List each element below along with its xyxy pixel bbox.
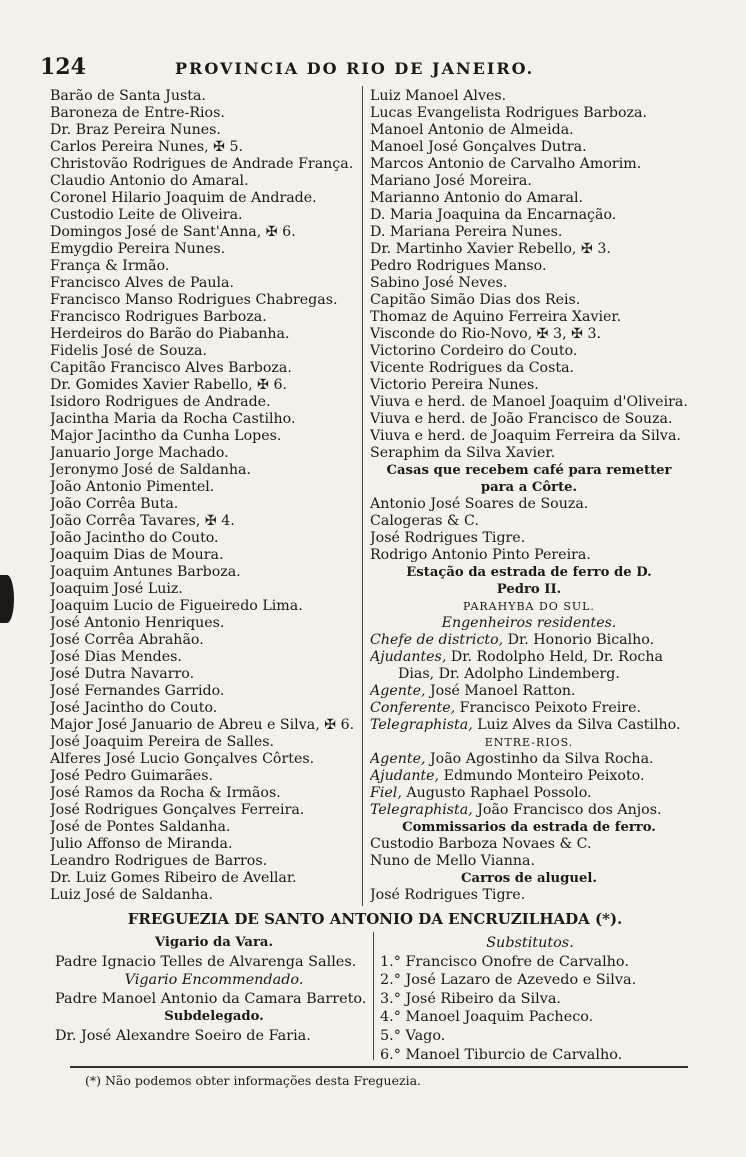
list-item: Pedro Rodrigues Manso.	[370, 258, 547, 274]
person-name: Dr. Rodolpho Held, Dr. Rocha	[446, 649, 663, 665]
agente-entry	[370, 683, 688, 700]
list-item: José Pedro Guimarães.	[50, 768, 213, 784]
list-item: 6.° Manoel Tiburcio de Carvalho.	[380, 1046, 623, 1063]
list-item: Joaquim Dias de Moura.	[50, 547, 224, 563]
person-name: José Manoel Ratton.	[425, 683, 576, 699]
list-item: Joaquim Lucio de Figueiredo Lima.	[50, 598, 303, 614]
cafe-heading: Casas que recebem café para remetter	[386, 463, 672, 478]
list-item: José de Pontes Saldanha.	[50, 819, 231, 835]
list-item: João Jacintho do Couto.	[50, 530, 219, 546]
list-item: 1.° Francisco Onofre de Carvalho.	[380, 953, 629, 970]
list-item: Manoel Antonio de Almeida.	[370, 122, 574, 138]
list-item: 3.° José Ribeiro da Silva.	[380, 990, 562, 1007]
list-item: José Ramos da Rocha & Irmãos.	[50, 785, 281, 801]
list-item: Viuva e herd. de Manoel Joaquim d'Oliveira.	[370, 394, 688, 410]
list-item: Victorio Pereira Nunes.	[370, 377, 539, 393]
list-item: Calogeras & C.	[370, 513, 479, 529]
fiel-er-entry	[370, 785, 688, 802]
list-item: D. Maria Joaquina da Encarnação.	[370, 207, 617, 223]
role-label: Conferente,	[370, 700, 456, 716]
cafe-house-list	[370, 496, 688, 564]
list-item: Dr. Gomides Xavier Rabello, ✠ 6.	[50, 377, 288, 393]
list-item: Francisco Alves de Paula.	[50, 275, 234, 291]
person-name: Luiz Alves da Silva Castilho.	[472, 717, 681, 733]
conferente-entry	[370, 700, 688, 717]
telegraphista-entry	[370, 717, 688, 734]
list-item: 4.° Manoel Joaquim Pacheco.	[380, 1009, 594, 1026]
list-item: Luiz José de Saldanha.	[50, 887, 213, 903]
list-item: Sabino José Neves.	[370, 275, 508, 291]
left-column	[50, 88, 362, 904]
list-item: Major Jacintho da Cunha Lopes.	[50, 428, 282, 444]
list-item: 5.° Vago.	[380, 1027, 446, 1044]
list-item: 2.° José Lazaro de Azevedo e Silva.	[380, 972, 637, 989]
station-heading-cont: Pedro II.	[496, 582, 562, 597]
person-name: Edmundo Monteiro Peixoto.	[439, 768, 645, 784]
role-label: Ajudantes,	[370, 649, 447, 665]
right-name-list	[370, 88, 688, 462]
footnote-rule	[70, 1066, 688, 1068]
vigario-vara-name: Padre Ignacio Telles de Alvarenga Salles.	[55, 953, 357, 970]
list-item: Luiz Manoel Alves.	[370, 88, 507, 104]
person-name: Augusto Raphael Possolo.	[401, 785, 592, 801]
role-label: Agente,	[370, 751, 426, 767]
list-item: Antonio José Soares de Souza.	[370, 496, 589, 512]
list-item: Joaquim José Luiz.	[50, 581, 183, 597]
ink-blot-mark	[0, 575, 14, 623]
list-item: Emygdio Pereira Nunes.	[50, 241, 226, 257]
ajudante-er-entry	[370, 768, 688, 785]
agente-er-entry	[370, 751, 688, 768]
column-divider	[362, 86, 363, 906]
list-item: Custodio Barboza Novaes & C.	[370, 836, 592, 852]
list-item: Francisco Manso Rodrigues Chabregas.	[50, 292, 338, 308]
list-item: Marianno Antonio do Amaral.	[370, 190, 584, 206]
list-item: José Rodrigues Tigre.	[370, 887, 526, 903]
list-item: Visconde do Rio-Novo, ✠ 3, ✠ 3.	[370, 326, 602, 342]
role-label: Ajudante,	[370, 768, 440, 784]
person-name: João Agostinho da Silva Rocha.	[425, 751, 654, 767]
list-item: Marcos Antonio de Carvalho Amorim.	[370, 156, 642, 172]
person-name: Dr. Honorio Bicalho.	[503, 632, 655, 648]
list-item: José Corrêa Abrahão.	[50, 632, 204, 648]
telegraphista-er-entry	[370, 802, 688, 819]
list-item: Jeronymo José de Saldanha.	[50, 462, 251, 478]
list-item: José Rodrigues Gonçalves Ferreira.	[50, 802, 305, 818]
freguezia-officials	[55, 934, 373, 1046]
list-item: Manoel José Gonçalves Dutra.	[370, 139, 587, 155]
list-item: Rodrigo Antonio Pinto Pereira.	[370, 547, 591, 563]
carros-heading: Carros de aluguel.	[461, 871, 597, 886]
subdelegado-heading: Subdelegado.	[164, 1009, 264, 1025]
ajudantes-entry-cont: Dias, Dr. Adolpho Lindemberg.	[398, 666, 620, 682]
list-item: Domingos José de Sant'Anna, ✠ 6.	[50, 224, 296, 240]
list-item: D. Mariana Pereira Nunes.	[370, 224, 563, 240]
vigario-vara-heading: Vigario da Vara.	[154, 935, 274, 950]
list-item: José Dutra Navarro.	[50, 666, 195, 682]
list-item: José Jacintho do Couto.	[50, 700, 218, 716]
vigario-encommendado-heading: Vigario Encommendado.	[124, 972, 304, 989]
list-item: Herdeiros do Barão do Piabanha.	[50, 326, 290, 342]
list-item: João Antonio Pimentel.	[50, 479, 215, 495]
list-item: José Dias Mendes.	[50, 649, 182, 665]
substitutos-heading: Substitutos.	[486, 935, 574, 951]
cafe-heading-cont: para a Côrte.	[480, 480, 578, 495]
page-header	[40, 54, 560, 80]
list-item: Leandro Rodrigues de Barros.	[50, 853, 268, 869]
list-item: Fidelis José de Souza.	[50, 343, 207, 359]
role-label: Telegraphista,	[370, 717, 473, 733]
list-item: José Joaquim Pereira de Salles.	[50, 734, 275, 750]
ajudantes-entry	[370, 649, 688, 666]
list-item: Coronel Hilario Joaquim de Andrade.	[50, 190, 317, 206]
list-item: Baroneza de Entre-Rios.	[50, 105, 225, 121]
list-item: Francisco Rodrigues Barboza.	[50, 309, 267, 325]
list-item: José Antonio Henriques.	[50, 615, 225, 631]
right-column	[370, 88, 688, 904]
freguezia-substitutos	[380, 934, 680, 1064]
role-label: Telegraphista,	[370, 802, 473, 818]
person-name: João Francisco dos Anjos.	[472, 802, 662, 818]
list-item: Dr. Luiz Gomes Ribeiro de Avellar.	[50, 870, 297, 886]
substitutos-list	[380, 953, 680, 1065]
page-number: 124	[40, 54, 86, 80]
list-item: Jacintha Maria da Rocha Castilho.	[50, 411, 296, 427]
station-heading: Estação da estrada de ferro de D.	[406, 565, 652, 580]
subdelegado-name: Dr. José Alexandre Soeiro de Faria.	[55, 1027, 311, 1044]
list-item: Dr. Braz Pereira Nunes.	[50, 122, 221, 138]
list-item: França & Irmão.	[50, 258, 170, 274]
carros-list	[370, 887, 688, 904]
column-divider	[373, 932, 374, 1060]
role-label: Fiel,	[370, 785, 402, 801]
list-item: Nuno de Mello Vianna.	[370, 853, 536, 869]
parahyba-heading: PARAHYBA DO SUL.	[463, 600, 595, 613]
list-item: Seraphim da Silva Xavier.	[370, 445, 556, 461]
chefe-entry	[370, 632, 688, 649]
list-item: Januario Jorge Machado.	[50, 445, 229, 461]
role-label: Chefe de districto,	[370, 632, 504, 648]
list-item: João Corrêa Buta.	[50, 496, 179, 512]
commissarios-heading: Commissarios da estrada de ferro.	[402, 820, 656, 835]
running-title: PROVINCIA DO RIO DE JANEIRO.	[175, 59, 535, 78]
list-item: Isidoro Rodrigues de Andrade.	[50, 394, 271, 410]
footnote: (*) Não podemos obter informações desta Freguezia.	[85, 1073, 422, 1088]
list-item: Joaquim Antunes Barboza.	[50, 564, 241, 580]
list-item: Lucas Evangelista Rodrigues Barboza.	[370, 105, 647, 121]
list-item: Carlos Pereira Nunes, ✠ 5.	[50, 139, 244, 155]
list-item: José Fernandes Garrido.	[50, 683, 225, 699]
list-item: Claudio Antonio do Amaral.	[50, 173, 249, 189]
commissarios-list	[370, 836, 688, 870]
person-name: Francisco Peixoto Freire.	[455, 700, 641, 716]
list-item: José Rodrigues Tigre.	[370, 530, 526, 546]
list-item: Capitão Simão Dias dos Reis.	[370, 292, 581, 308]
list-item: Dr. Martinho Xavier Rebello, ✠ 3.	[370, 241, 611, 257]
engineers-heading: Engenheiros residentes.	[441, 615, 617, 631]
list-item: João Corrêa Tavares, ✠ 4.	[50, 513, 235, 529]
list-item: Capitão Francisco Alves Barboza.	[50, 360, 292, 376]
vigario-encommendado-name: Padre Manoel Antonio da Camara Barreto.	[55, 990, 367, 1007]
list-item: Major José Januario de Abreu e Silva, ✠ 6.	[50, 717, 355, 733]
list-item: Julio Affonso de Miranda.	[50, 836, 233, 852]
list-item: Alferes José Lucio Gonçalves Côrtes.	[50, 751, 315, 767]
list-item: Barão de Santa Justa.	[50, 88, 206, 104]
role-label: Agente,	[370, 683, 426, 699]
list-item: Christovão Rodrigues de Andrade França.	[50, 156, 354, 172]
list-item: Victorino Cordeiro do Couto.	[370, 343, 578, 359]
list-item: Thomaz de Aquino Ferreira Xavier.	[370, 309, 622, 325]
list-item: Viuva e herd. de João Francisco de Souza.	[370, 411, 673, 427]
entre-rios-heading: ENTRE-RIOS.	[484, 736, 574, 749]
list-item: Vicente Rodrigues da Costa.	[370, 360, 575, 376]
freguezia-title: FREGUEZIA DE SANTO ANTONIO DA ENCRUZILHADA (*).	[127, 910, 623, 928]
list-item: Viuva e herd. de Joaquim Ferreira da Silva.	[370, 428, 681, 444]
list-item: Mariano José Moreira.	[370, 173, 532, 189]
list-item: Custodio Leite de Oliveira.	[50, 207, 243, 223]
